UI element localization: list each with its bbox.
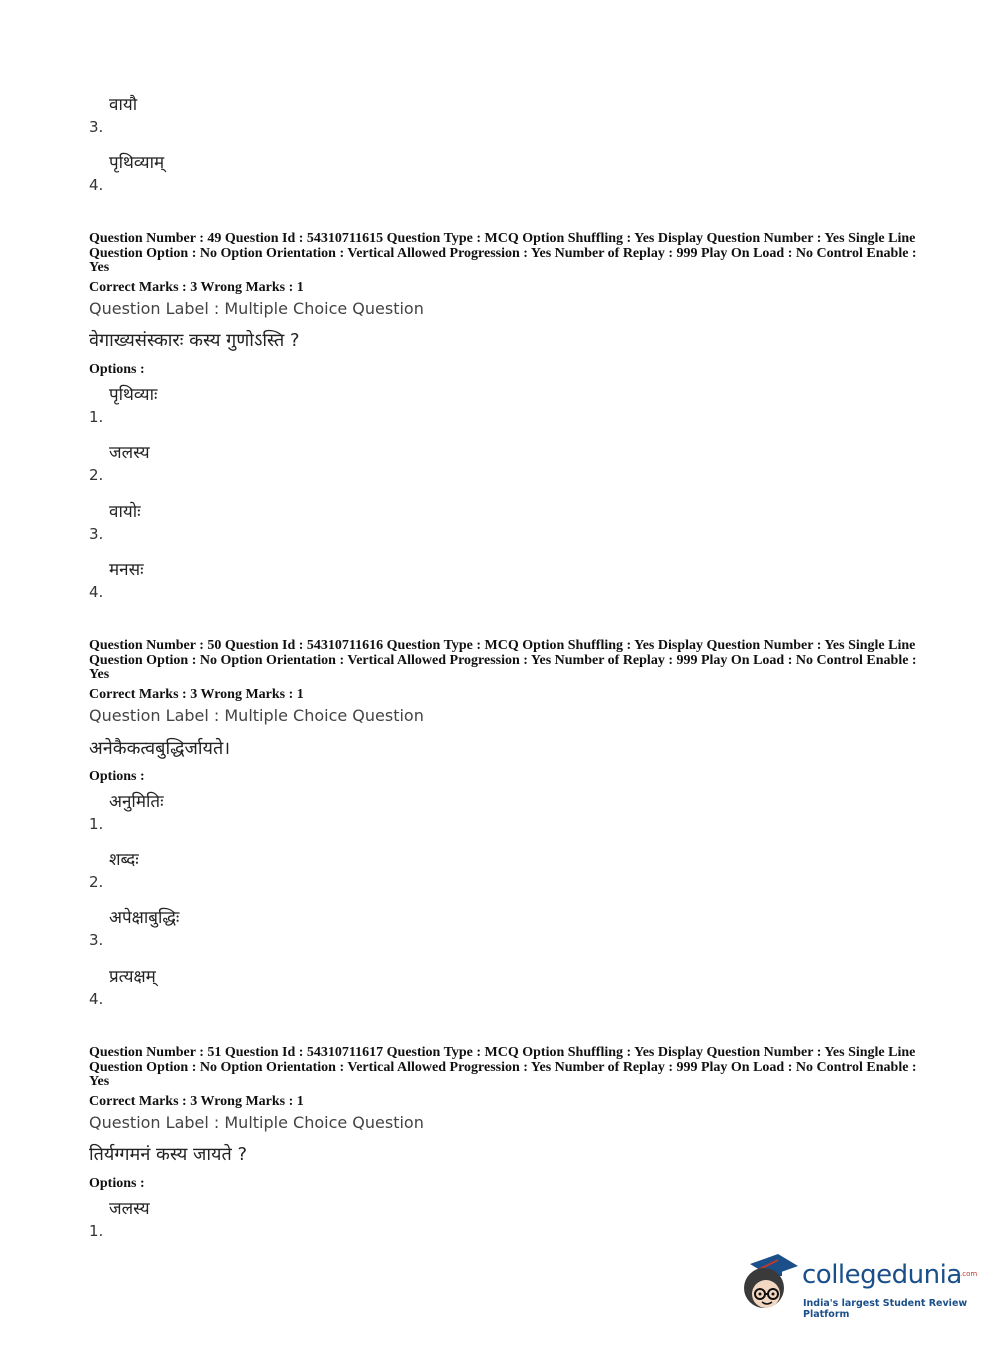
- logo-brand-text: collegedunia: [802, 1260, 962, 1290]
- option-item: [89, 1196, 489, 1246]
- question-marks: Correct Marks : 3 Wrong Marks : 1: [89, 280, 304, 295]
- option-item: [89, 557, 489, 607]
- option-item: [89, 499, 489, 549]
- option-item: [89, 905, 489, 955]
- collegedunia-logo: [740, 1250, 980, 1320]
- question-label: Question Label : Multiple Choice Question: [89, 1113, 424, 1132]
- option-number: 3.: [89, 118, 104, 136]
- option-text: वायौ: [109, 95, 138, 115]
- option-item: [89, 964, 489, 1014]
- option-text: पृथिव्याम्: [109, 153, 165, 173]
- question-marks: Correct Marks : 3 Wrong Marks : 1: [89, 1094, 304, 1109]
- option-item: [89, 382, 489, 432]
- option-text: जलस्य: [109, 1199, 150, 1219]
- option-item: [89, 789, 489, 839]
- logo-tagline: India's largest Student Review Platform: [803, 1298, 968, 1320]
- options-heading: Options :: [89, 362, 145, 377]
- option-text: अनुमितिः: [109, 792, 164, 812]
- option-text: शब्दः: [109, 850, 139, 870]
- logo-domain-text: .com: [960, 1270, 978, 1278]
- option-text: पृथिव्याः: [109, 385, 158, 405]
- question-text: तिर्यग्गमनं कस्य जायते ?: [89, 1144, 248, 1165]
- question-label: Question Label : Multiple Choice Question: [89, 299, 424, 318]
- option-number: 1.: [89, 815, 104, 833]
- question-text: अनेकैकत्वबुद्धिर्जायते।: [89, 738, 231, 759]
- option-number: 1.: [89, 408, 104, 426]
- option-number: 4.: [89, 990, 104, 1008]
- option-number: 1.: [89, 1222, 104, 1240]
- option-text: वायोः: [109, 502, 141, 522]
- option-number: 3.: [89, 931, 104, 949]
- option-item: [89, 92, 489, 142]
- option-number: 4.: [89, 583, 104, 601]
- option-number: 2.: [89, 466, 104, 484]
- question-metadata: Question Number : 50 Question Id : 54310711616 Question Type : MCQ Option Shuffling : Yes Display Question Number : Yes Single Line Question Option : No Option Orientation : Vertical Allowed Progression : Yes Number of Replay : 999 Play On Load : No Control Enable : Yes: [89, 638, 917, 683]
- option-text: मनसः: [109, 560, 144, 580]
- option-number: 3.: [89, 525, 104, 543]
- question-label: Question Label : Multiple Choice Question: [89, 706, 424, 725]
- option-text: जलस्य: [109, 443, 150, 463]
- option-number: 4.: [89, 176, 104, 194]
- option-text: अपेक्षाबुद्धिः: [109, 908, 180, 928]
- option-item: [89, 440, 489, 490]
- option-text: प्रत्यक्षम्: [109, 967, 156, 987]
- mascot-icon: [740, 1250, 800, 1316]
- question-metadata: Question Number : 51 Question Id : 54310711617 Question Type : MCQ Option Shuffling : Yes Display Question Number : Yes Single Line Question Option : No Option Orientation : Vertical Allowed Progression : Yes Number of Replay : 999 Play On Load : No Control Enable : Yes: [89, 1045, 917, 1090]
- option-number: 2.: [89, 873, 104, 891]
- question-marks: Correct Marks : 3 Wrong Marks : 1: [89, 687, 304, 702]
- option-item: [89, 150, 489, 200]
- question-metadata: Question Number : 49 Question Id : 54310711615 Question Type : MCQ Option Shuffling : Yes Display Question Number : Yes Single Line Question Option : No Option Orientation : Vertical Allowed Progression : Yes Number of Replay : 999 Play On Load : No Control Enable : Yes: [89, 231, 917, 276]
- options-heading: Options :: [89, 769, 145, 784]
- question-text: वेगाख्यसंस्कारः कस्य गुणोऽस्ति ?: [89, 330, 300, 351]
- options-heading: Options :: [89, 1176, 145, 1191]
- option-item: [89, 847, 489, 897]
